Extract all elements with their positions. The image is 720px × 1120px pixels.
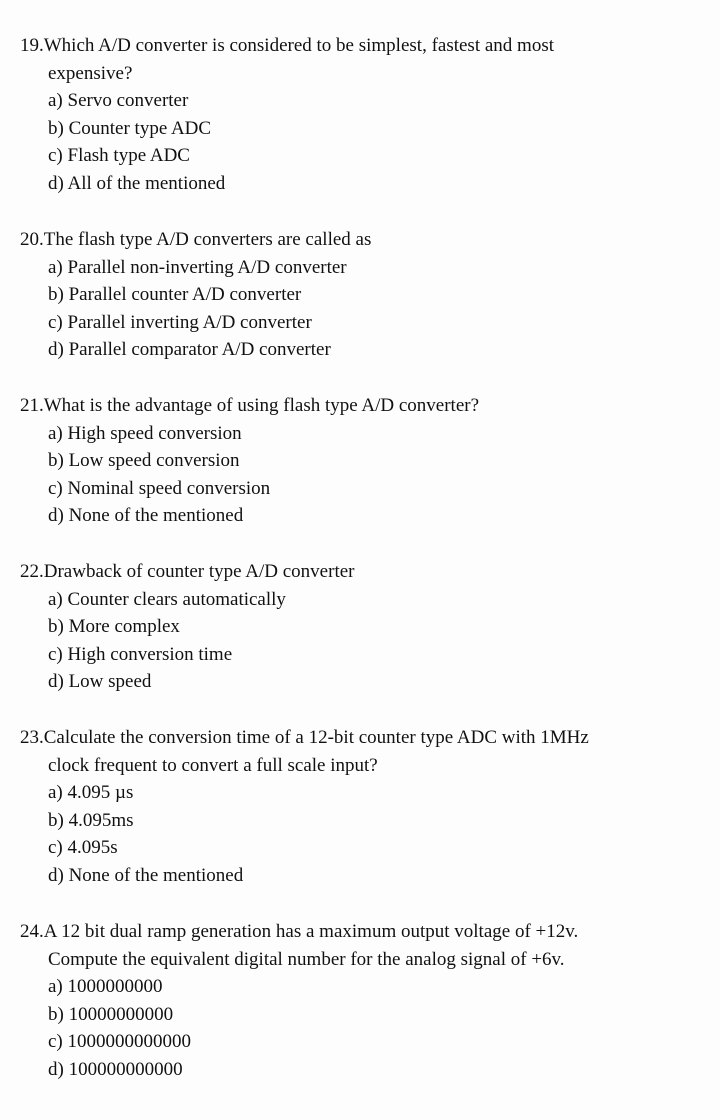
- question-number: 21.: [20, 395, 44, 416]
- option-d: d) All of the mentioned: [48, 172, 226, 194]
- option-c: c) 1000000000000: [48, 1031, 192, 1052]
- question-number: 23.: [20, 727, 44, 748]
- question-number: 20.: [20, 229, 44, 250]
- question-text-continued: Compute the equivalent digital number for the analog signal of +6v.: [48, 948, 565, 970]
- question-text-continued: expensive?: [48, 62, 133, 84]
- option-b: b) Counter type ADC: [48, 117, 212, 139]
- question-19: [20, 32, 700, 197]
- question-24: [20, 918, 700, 1083]
- option-b: b) Low speed conversion: [48, 450, 240, 471]
- question-number: 19.: [20, 35, 44, 56]
- question-text: Which A/D converter is considered to be simplest, fastest and most: [43, 35, 554, 56]
- question-stem: [20, 226, 700, 254]
- option-a: a) Servo converter: [48, 90, 189, 111]
- question-text: Calculate the conversion time of a 12-bit counter type ADC with 1MHz: [43, 727, 589, 748]
- question-number: 24.: [20, 921, 44, 942]
- option-d: d) None of the mentioned: [48, 505, 244, 526]
- question-stem: [20, 32, 700, 60]
- option-b: b) 4.095ms: [48, 809, 134, 831]
- question-stem: [20, 724, 700, 752]
- option-d: d) Low speed: [48, 671, 152, 692]
- question-text: What is the advantage of using flash type A/D converter?: [43, 395, 480, 416]
- option-c: c) Flash type ADC: [48, 145, 190, 166]
- option-a: a) High speed conversion: [48, 422, 242, 444]
- question-text: A 12 bit dual ramp generation has a maximum output voltage of +12v.: [43, 921, 579, 942]
- question-text: The flash type A/D converters are called as: [43, 229, 372, 250]
- question-stem: [20, 558, 700, 586]
- option-a: a) Parallel non-inverting A/D converter: [48, 256, 347, 278]
- question-text-continued: clock frequent to convert a full scale input?: [48, 754, 378, 776]
- question-23: [20, 724, 700, 889]
- option-b: b) Parallel counter A/D converter: [48, 284, 302, 305]
- option-a: a) Counter clears automatically: [48, 588, 286, 610]
- option-b: b) More complex: [48, 616, 180, 637]
- question-text: Drawback of counter type A/D converter: [43, 561, 355, 582]
- question-20: [20, 226, 700, 364]
- question-22: [20, 558, 700, 696]
- option-c: c) High conversion time: [48, 643, 233, 665]
- option-c: c) 4.095s: [48, 837, 118, 858]
- question-21: [20, 392, 700, 530]
- option-d: d) Parallel comparator A/D converter: [48, 339, 331, 360]
- option-a: a) 4.095 µs: [48, 782, 134, 803]
- question-stem: [20, 392, 700, 420]
- option-d: d) 100000000000: [48, 1058, 183, 1080]
- option-d: d) None of the mentioned: [48, 864, 244, 886]
- question-stem: [20, 918, 700, 946]
- option-c: c) Parallel inverting A/D converter: [48, 311, 312, 333]
- option-b: b) 10000000000: [48, 1003, 174, 1025]
- option-a: a) 1000000000: [48, 976, 163, 997]
- option-c: c) Nominal speed conversion: [48, 477, 271, 499]
- question-number: 22.: [20, 561, 44, 582]
